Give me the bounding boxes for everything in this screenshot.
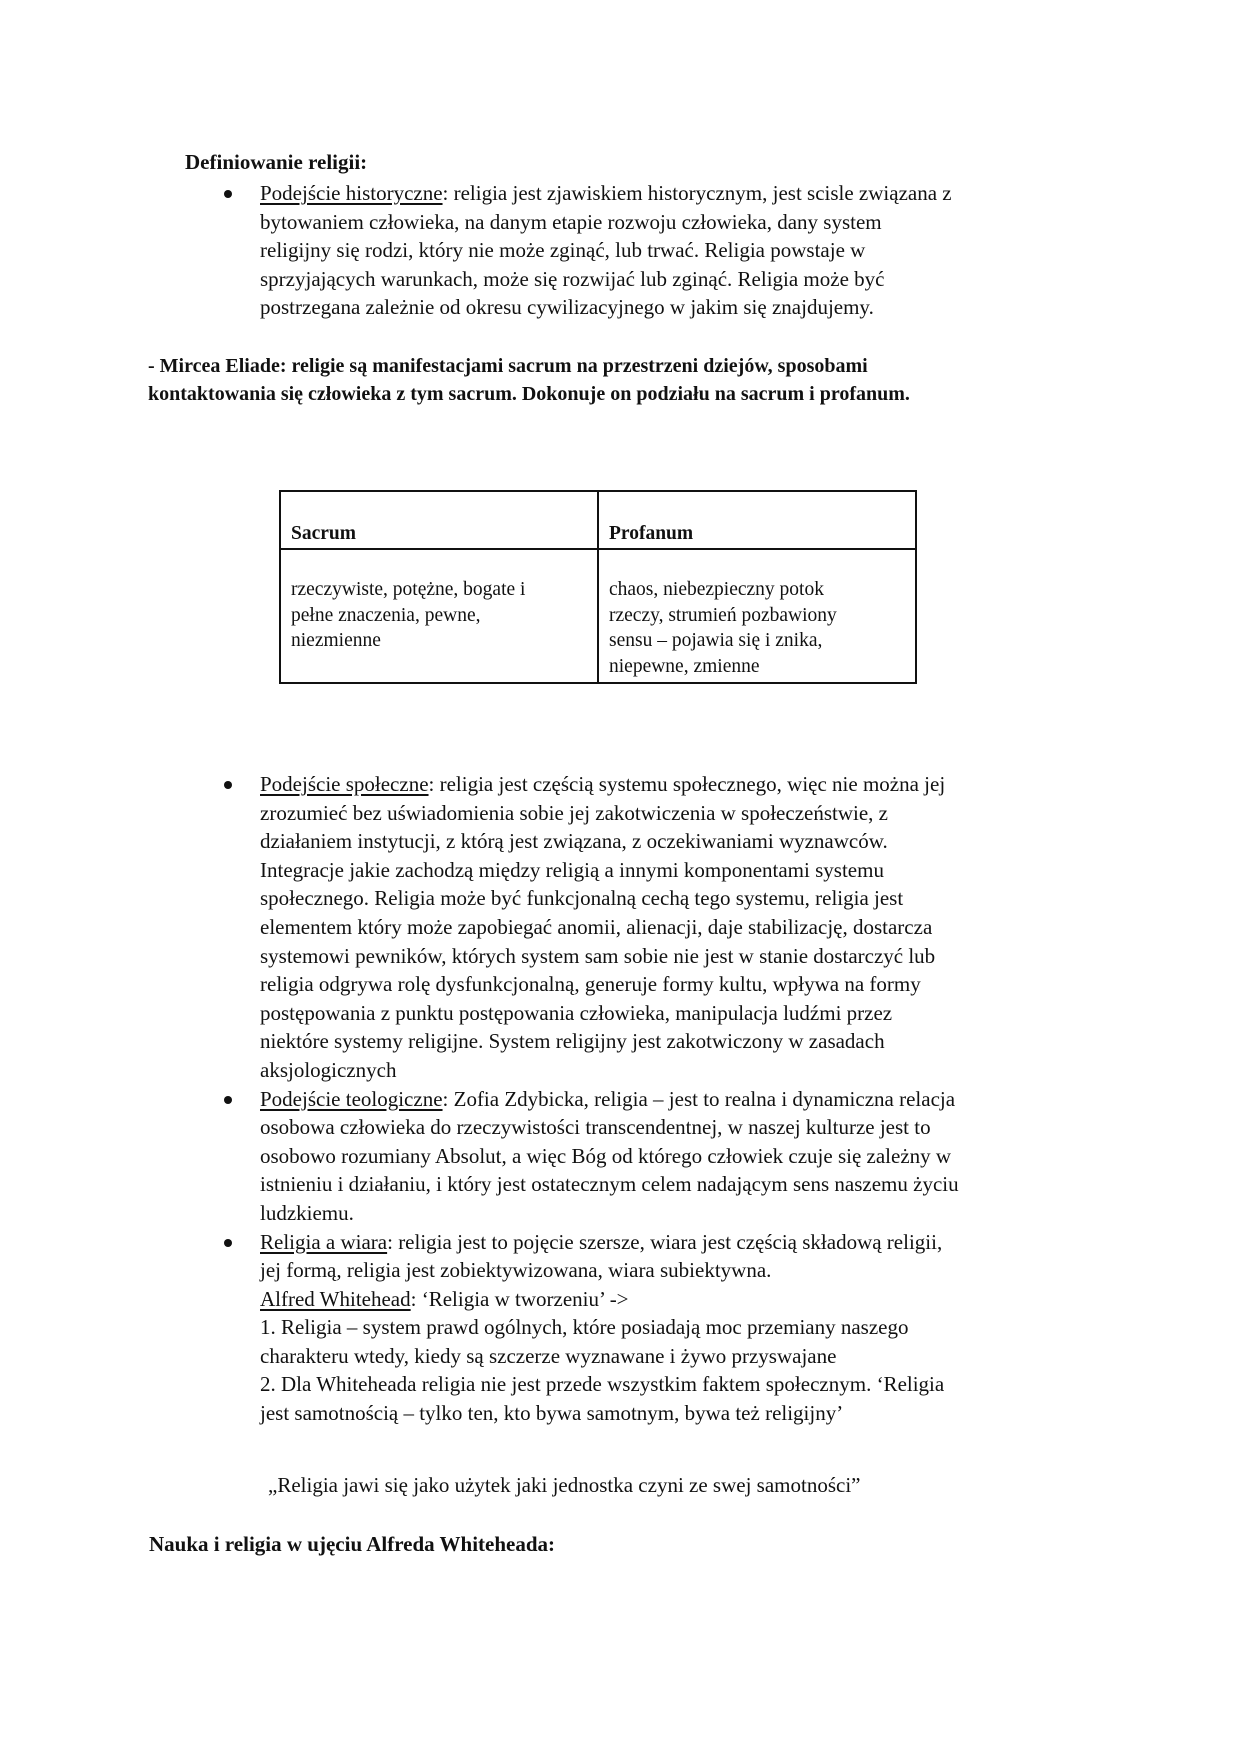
- bullet-icon: [224, 190, 232, 198]
- bullet-icon: [224, 1239, 232, 1247]
- text-line: Integracje jakie zachodzą między religią a innymi komponentami systemu: [260, 857, 884, 882]
- term-whitehead: Alfred Whitehead: [260, 1286, 411, 1311]
- term-theological: Podejście teologiczne: [260, 1086, 443, 1111]
- text-line: Alfred Whitehead: ‘Religia w tworzeniu’ ->: [260, 1286, 629, 1311]
- column-header-profanum: Profanum: [598, 491, 916, 549]
- text-line: religijny się rodzi, który nie może zginąć, lub trwać. Religia powstaje w: [260, 238, 866, 263]
- text-line: kontaktowania się człowieka z tym sacrum. Dokonuje on podziału na sacrum i profanum.: [148, 383, 910, 405]
- text-line: Podejście teologiczne: Zofia Zdybicka, religia – jest to realna i dynamiczna relacja: [260, 1086, 956, 1111]
- text-line: postępowania z punktu postępowania człowieka, manipulacja ludźmi przez: [260, 1000, 893, 1025]
- text-line: 1. Religia – system prawd ogólnych, które posiadają moc przemiany naszego: [260, 1315, 909, 1340]
- text-line: istnieniu i działaniu, i który jest ostatecznym celem nadającym sens naszemu życiu: [260, 1172, 959, 1197]
- whitehead-quote: „Religia jawi się jako użytek jaki jednostka czyni ze swej samotności”: [268, 1473, 861, 1497]
- table-row: [280, 549, 916, 683]
- eliade-paragraph: [148, 352, 910, 408]
- text-line: jest samotnością – tylko ten, kto bywa samotnym, bywa też religijny’: [260, 1401, 844, 1426]
- bullet-item-historical: [218, 179, 1098, 322]
- text-line: 2. Dla Whiteheada religia nie jest przede wszystkim faktem społecznym. ‘Religia: [260, 1372, 945, 1397]
- text-line: charakteru wtedy, kiedy są szczerze wyznawane i żywo przyswajane: [260, 1343, 837, 1368]
- bullet-list-historical: [218, 179, 1098, 322]
- text-line: bytowaniem człowieka, na danym etapie rozwoju człowieka, dany system: [260, 209, 882, 234]
- text-line: niektóre systemy religijne. System religijny jest zakotwiczony w zasadach: [260, 1029, 885, 1054]
- section-heading-definiowanie-religii: Definiowanie religii:: [185, 150, 368, 174]
- text-line: sprzyjających warunkach, może się rozwijać lub zginąć. Religia może być: [260, 266, 885, 291]
- column-header-sacrum: Sacrum: [280, 491, 598, 549]
- text-line: aksjologicznych: [260, 1057, 397, 1082]
- bullet-icon: [224, 781, 232, 789]
- cell-profanum: chaos, niebezpieczny potok rzeczy, strumień pozbawiony sensu – pojawia się i znika, niepewne, zmienne: [598, 549, 916, 683]
- cell-sacrum: rzeczywiste, potężne, bogate i pełne znaczenia, pewne, niezmienne: [280, 549, 598, 683]
- text-line: religia odgrywa rolę dysfunkcjonalną, generuje formy kultu, wpływa na formy: [260, 972, 921, 997]
- term-faith: Religia a wiara: [260, 1229, 388, 1254]
- text-line: osobowa człowieka do rzeczywistości transcendentnej, w naszej kulturze jest to: [260, 1115, 931, 1140]
- text-line: Podejście społeczne: religia jest częścią systemu społecznego, więc nie można jej: [260, 772, 946, 796]
- text-line: systemowi pewników, których system sam sobie nie jest w stanie dostarczyć lub: [260, 943, 936, 968]
- term-social: Podejście społeczne: [260, 772, 429, 796]
- section-heading-nauka-i-religia: Nauka i religia w ujęciu Alfreda Whiteheada:: [149, 1532, 556, 1556]
- bullet-list-approaches: [218, 770, 1098, 1428]
- text-line: jej formą, religia jest zobiektywizowana, wiara subiektywna.: [260, 1258, 772, 1283]
- bullet-icon: [224, 1096, 232, 1104]
- text-line: ludzkiemu.: [260, 1200, 354, 1225]
- term-historical: Podejście historyczne: [260, 181, 443, 205]
- text-line: - Mircea Eliade: religie są manifestacjami sacrum na przestrzeni dziejów, sposobami: [148, 355, 868, 377]
- text-line: społecznego. Religia może być funkcjonalną cechą tego systemu, religia jest: [260, 886, 904, 911]
- text-line: osobowo rozumiany Absolut, a więc Bóg od którego człowiek czuje się zależny w: [260, 1143, 952, 1168]
- text-line: Religia a wiara: religia jest to pojęcie szersze, wiara jest częścią składową religii,: [260, 1229, 943, 1254]
- text-line: Podejście historyczne: religia jest zjawiskiem historycznym, jest scisle związana z: [260, 181, 952, 205]
- table-header-row: [280, 491, 916, 549]
- text-line: elementem który może zapobiegać anomii, alienacji, daje stabilizację, dostarcza: [260, 914, 933, 939]
- text-line: zrozumieć bez uświadomienia sobie jej zakotwiczenia w społeczeństwie, z: [260, 800, 888, 825]
- bullet-item-theological: [218, 1085, 1098, 1228]
- text-line: działaniem instytucji, z którą jest związana, z oczekiwaniami wyznawców.: [260, 829, 888, 854]
- bullet-item-faith: [218, 1228, 1098, 1428]
- text-line: postrzegana zależnie od okresu cywilizacyjnego w jakim się znajdujemy.: [260, 295, 874, 320]
- bullet-item-social: [218, 770, 1098, 1085]
- sacrum-profanum-table: [279, 490, 917, 684]
